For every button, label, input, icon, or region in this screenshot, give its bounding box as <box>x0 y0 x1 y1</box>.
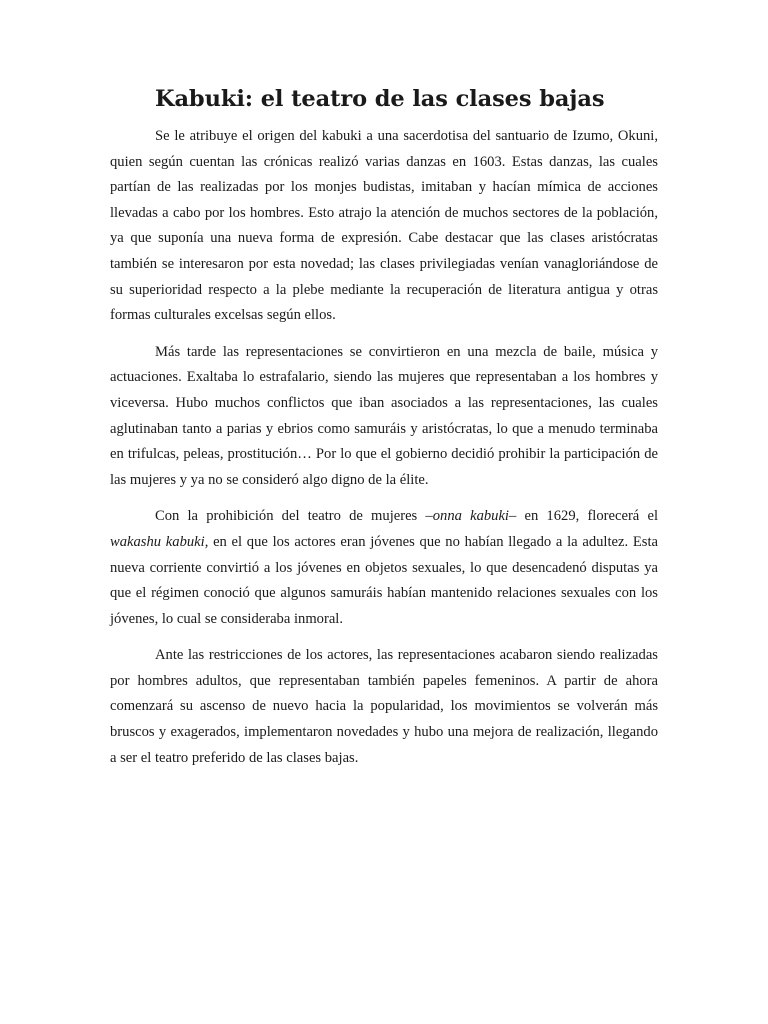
document-page <box>110 84 658 771</box>
text-segment: – en 1629, florecerá el <box>509 508 658 525</box>
paragraph-evolution: Más tarde las representaciones se convirtieron en una mezcla de baile, música y actuaciones. Exaltaba lo estrafalario, siendo las mujeres que representaban a los hombres y viceversa. Hubo muchos conflictos que iban asociados a las representaciones, las cuales aglutinaban tanto a parias y ebrios como samuráis y aristócratas, lo que a menudo terminaba en trifulcas, peleas, prostitución… Por lo que el gobierno decidió prohibir la participación de las mujeres y ya no se consideró algo digno de la élite. <box>110 343 658 488</box>
paragraph-adult-actors: Ante las restricciones de los actores, las representaciones acabaron siendo realizadas por hombres adultos, que representaban también papeles femeninos. A partir de ahora comenzará su ascenso de nuevo hacia la popularidad, los movimientos se volverán más bruscos y exagerados, implementaron novedades y hubo una mejora de realización, llegando a ser el teatro preferido de las clases bajas. <box>110 647 658 766</box>
paragraph-prohibition <box>110 504 658 632</box>
text-segment: , en el que los actores eran jóvenes que no habían llegado a la adultez. Esta nueva corriente convirtió a los jóvenes en objetos sexuales, lo que desencadenó disputas ya que el régimen conoció que algunos samuráis habían mantenido relaciones sexuales con los jóvenes, lo cual se consideraba inmoral. <box>110 533 658 627</box>
term-wakashu-kabuki: wakashu kabuki <box>110 533 205 550</box>
text-segment: Con la prohibición del teatro de mujeres – <box>155 508 433 525</box>
document-title: Kabuki: el teatro de las clases bajas <box>155 86 605 112</box>
term-onna-kabuki: onna kabuki <box>432 508 509 525</box>
paragraph-origin: Se le atribuye el origen del kabuki a una sacerdotisa del santuario de Izumo, Okuni, quien según cuentan las crónicas realizó varias danzas en 1603. Estas danzas, las cuales partían de las realizadas por los monjes budistas, imitaban y hacían mímica de acciones llevadas a cabo por los hombres. Esto atrajo la atención de muchos sectores de la población, ya que suponía una nueva forma de expresión. Cabe destacar que las clases aristócratas también se interesaron por esta novedad; las clases privilegiadas venían vanagloriándose de su superioridad respecto a la plebe mediante la recuperación de literatura antigua y otras formas culturales excelsas según ellos. <box>110 128 658 324</box>
